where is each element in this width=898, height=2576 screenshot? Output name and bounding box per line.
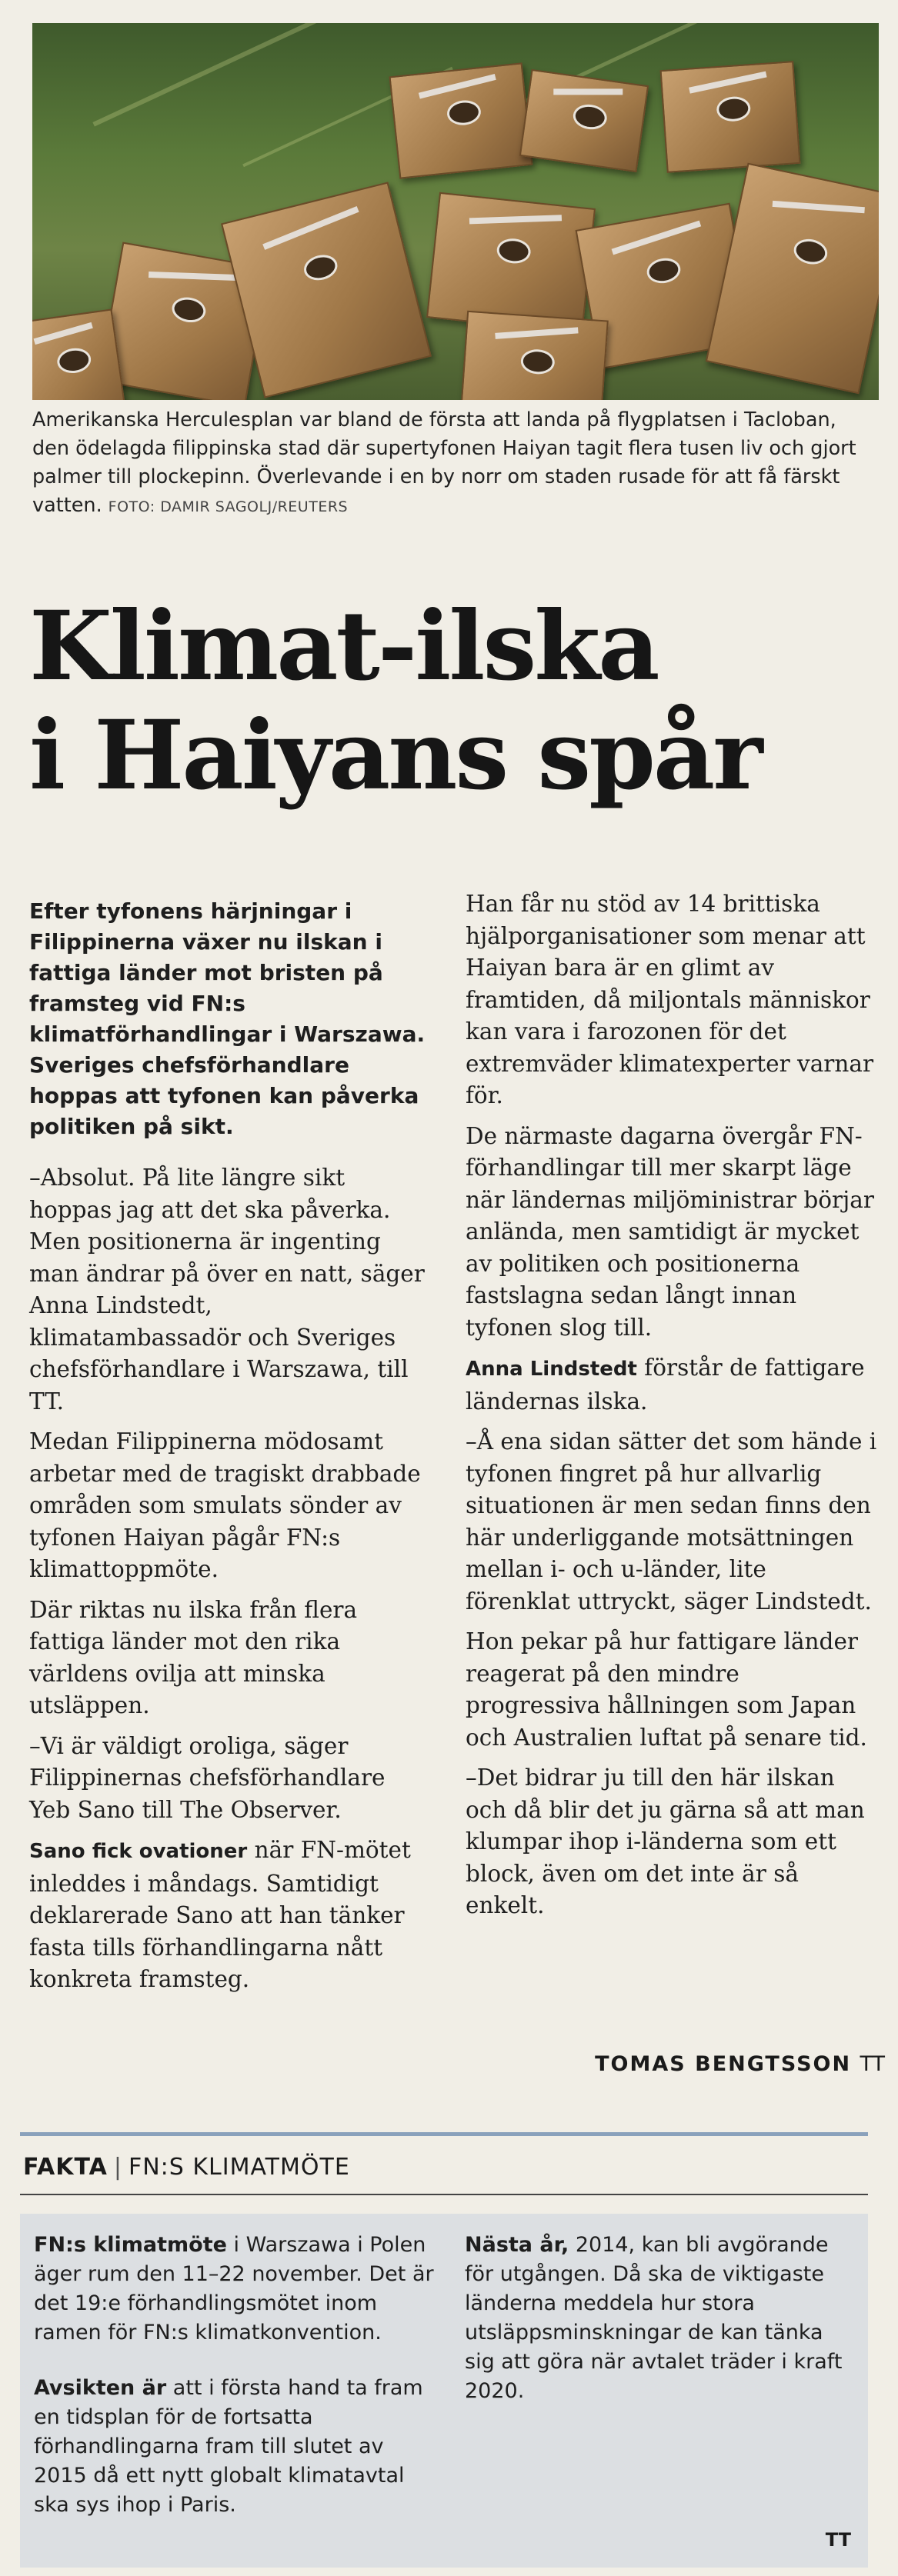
fakta-column-right (465, 2231, 853, 2432)
paragraph-rest: när FN-mötet inleddes i måndags. Samtidigt deklarerade Sano att han tänker fasta tills förhandlingarna nått konkreta framsteg. (29, 1837, 411, 1992)
fakta-item (34, 2231, 434, 2348)
water-box (660, 61, 801, 173)
water-box (706, 163, 879, 395)
news-agency: TT (860, 2052, 885, 2076)
paragraph: –Absolut. På lite längre sikt hoppas jag att det ska påverka. Men positionerna är ingenting man ändrar på över en natt, säger Anna Lindstedt, klimatambassadör och Sveriges chefsförhandlare i Warszawa, till TT. (29, 1165, 425, 1415)
water-box (426, 192, 596, 334)
fakta-label: FAKTA (23, 2154, 108, 2181)
fakta-signature: TT (825, 2529, 851, 2551)
fakta-title: FN:S KLIMATMÖTE (128, 2154, 350, 2181)
paragraph: –Vi är väldigt oroliga, säger Filippinernas chefsförhandlare Yeb Sano till The Observer. (29, 1732, 386, 1823)
fakta-item (34, 2374, 434, 2520)
fakta-column-left (34, 2231, 434, 2546)
fakta-item-rest: att i första hand ta fram en tidsplan för de fortsatta förhandlingarna fram till slutet av 2015 då ett nytt globalt klimatavtal ska sys ihop i Paris. (34, 2376, 423, 2517)
news-photo (32, 23, 879, 400)
paragraph: Där riktas nu ilska från flera fattiga länder mot den rika världens ovilja att minska utsläppen. (29, 1596, 358, 1718)
fakta-top-rule (20, 2132, 868, 2136)
photo-caption (32, 406, 879, 522)
headline (29, 592, 883, 811)
paragraph-lead: Sano fick ovationer (29, 1840, 248, 1863)
fakta-box (20, 2214, 868, 2568)
headline-line-1: Klimat-ilska (29, 591, 658, 702)
article-column-left (29, 896, 429, 2004)
water-box (221, 182, 432, 398)
photo-credit: FOTO: DAMIR SAGOLJ/REUTERS (108, 498, 349, 515)
paragraph: Han får nu stöd av 14 brittiska hjälporganisationer som menar att Haiyan bara är en glimt av framtiden, då miljontals människor kan vara i farozonen för det extremväder klimatexperter varnar för. (466, 891, 874, 1108)
article-column-right (466, 888, 877, 1931)
water-box (32, 308, 127, 400)
water-box (389, 62, 532, 178)
paragraph: De närmaste dagarna övergår FN-förhandlingar till mer skarpt läge när ländernas miljöministrar börjar anlända, men samtidigt är mycket av politiken och positionerna fastslagna sedan långt innan tyfonen slog till. (466, 1122, 874, 1341)
fakta-item-rest: i Warszawa i Polen äger rum den 11–22 november. Det är det 19:e förhandlingsmötet inom ramen för FN:s klimatkonvention. (34, 2233, 434, 2344)
paragraph: –Å ena sidan sätter det som hände i tyfonen fingret på hur allvarlig situationen är men sedan finns den här underliggande motsättningen mellan i- och u-länder, lite förenklat uttryckt, säger Lindstedt. (466, 1428, 877, 1615)
headline-line-2: i Haiyans spår (29, 700, 761, 811)
byline (523, 2052, 885, 2076)
fakta-item-lead: Nästa år, (465, 2233, 569, 2257)
fakta-item-rest: 2014, kan bli avgörande för utgången. Då ska de viktigaste länderna meddela hur stora utsläppsminskningar de kan tänka sig att göra när avtalet träder i kraft 2020. (465, 2233, 843, 2403)
fakta-separator: | (113, 2154, 122, 2181)
paragraph: Hon pekar på hur fattigare länder reagerat på den mindre progressiva hållningen som Japan och Australien luftat på senare tid. (466, 1628, 867, 1751)
author-name: TOMAS BENGTSSON (595, 2052, 852, 2076)
fakta-divider (20, 2194, 868, 2195)
paragraph: –Det bidrar ju till den här ilskan och då blir det ju gärna så att man klumpar ihop i-länderna som ett block, även om det inte är så enkelt. (466, 1765, 865, 1918)
fakta-item (465, 2231, 853, 2406)
paragraph: Medan Filippinerna mödosamt arbetar med de tragiskt drabbade områden som smulats sönder av tyfonen Haiyan pågår FN:s klimattoppmöte. (29, 1428, 421, 1582)
paragraph (29, 1835, 429, 1996)
fakta-item-lead: Avsikten är (34, 2376, 167, 2400)
caption-text: Amerikanska Herculesplan var bland de första att landa på flygplatsen i Tacloban, den ödelagda filippinska stad där supertyfonen Haiyan tagit flera tusen liv och gjort palmer till plockepinn. Överlevande i en by norr om staden rusade för att få färskt vatten. (32, 408, 856, 517)
paragraph-lead: Anna Lindstedt (466, 1358, 637, 1381)
water-box (459, 311, 609, 400)
water-box (519, 69, 649, 172)
grass-detail (92, 23, 387, 126)
paragraph (466, 1352, 877, 1418)
paragraph-rest: förstår de fattigare ländernas ilska. (466, 1355, 865, 1415)
ingress: Efter tyfonens härjningar i Filippinerna växer nu ilskan i fattiga länder mot bristen på framsteg vid FN:s klimatförhandlingar i Warszawa. Sveriges chefsförhandlare hoppas att tyfonen kan påverka politiken på sikt. (29, 898, 426, 1139)
fakta-header (23, 2151, 870, 2184)
fakta-item-lead: FN:s klimatmöte (34, 2233, 227, 2257)
